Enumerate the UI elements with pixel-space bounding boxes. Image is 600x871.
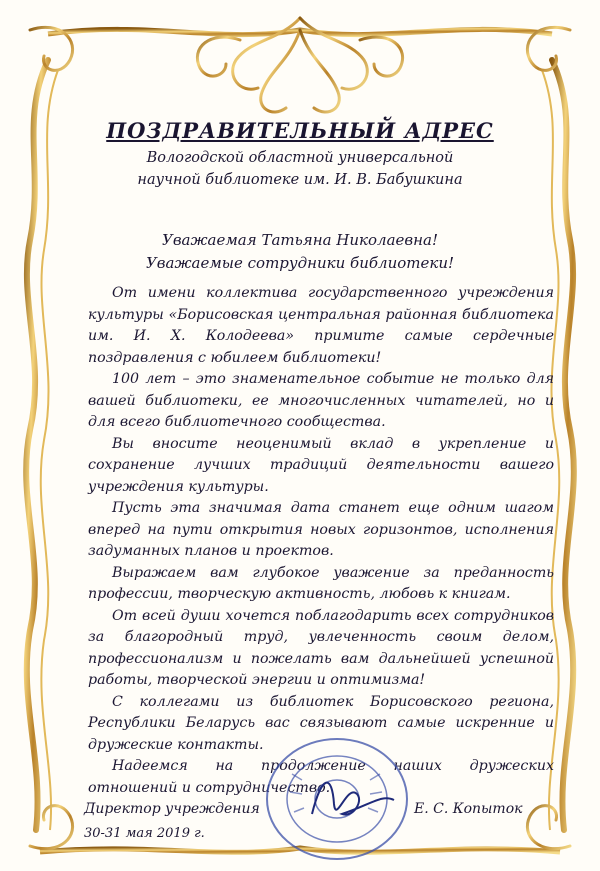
body-paragraph: От имени коллектива государственного учреждения культуры «Борисовская центральная районная библиотека им. И. Х. Колодеева» примите самые сердечные поздравления с юбилеем библиотеки! xyxy=(88,285,554,366)
body-paragraph: Пусть эта значимая дата станет еще одним шагом вперед на пути открытия новых горизонтов, исполнения задуманных планов и проектов. xyxy=(88,500,554,559)
body-paragraph: 100 лет – это знаменательное событие не только для вашей библиотеки, ее многочисленных читателей, но и для всего библиотечного сообщества. xyxy=(88,371,554,430)
greeting-line-2: Уважаемые сотрудники библиотеки! xyxy=(145,254,455,272)
body-paragraph: Надеемся на продолжение наших дружеских отношений и сотрудничество. xyxy=(88,758,554,796)
recipient-line-1: Вологодской областной универсальной xyxy=(146,150,454,166)
document-date: 30-31 мая 2019 г. xyxy=(84,826,205,841)
recipient-line-2: научной библиотеке им. И. В. Бабушкина xyxy=(137,172,463,188)
body-paragraph: От всей души хочется поблагодарить всех сотрудников за благородный труд, увлеченность своим делом, профессионализм и пожелать вам дальнейшей успешной работы, творческой энергии и оптимизма! xyxy=(88,607,554,688)
greeting-line-1: Уважаемая Татьяна Николаевна! xyxy=(161,231,438,249)
document-title: ПОЗДРАВИТЕЛЬНЫЙ АДРЕС xyxy=(106,118,494,143)
body-paragraph: Вы вносите неоценимый вклад в укрепление и сохранение лучших традиций деятельности вашего учреждения культуры. xyxy=(88,435,554,495)
greeting xyxy=(0,229,600,275)
signer-position: Директор учреждения xyxy=(84,801,260,817)
body-paragraph: Выражаем вам глубокое уважение за преданность профессии, творческую активность, любовь к книгам. xyxy=(88,564,554,602)
official-seal-stamp xyxy=(262,734,412,864)
letter-body xyxy=(88,283,554,799)
signature-scribble xyxy=(312,783,394,815)
body-paragraph: С коллегами из библиотек Борисовского региона, Республики Беларусь вас связывают самые искренние и дружеские контакты. xyxy=(88,693,554,753)
signer-name: Е. С. Копыток xyxy=(414,801,523,817)
recipient xyxy=(0,147,600,191)
